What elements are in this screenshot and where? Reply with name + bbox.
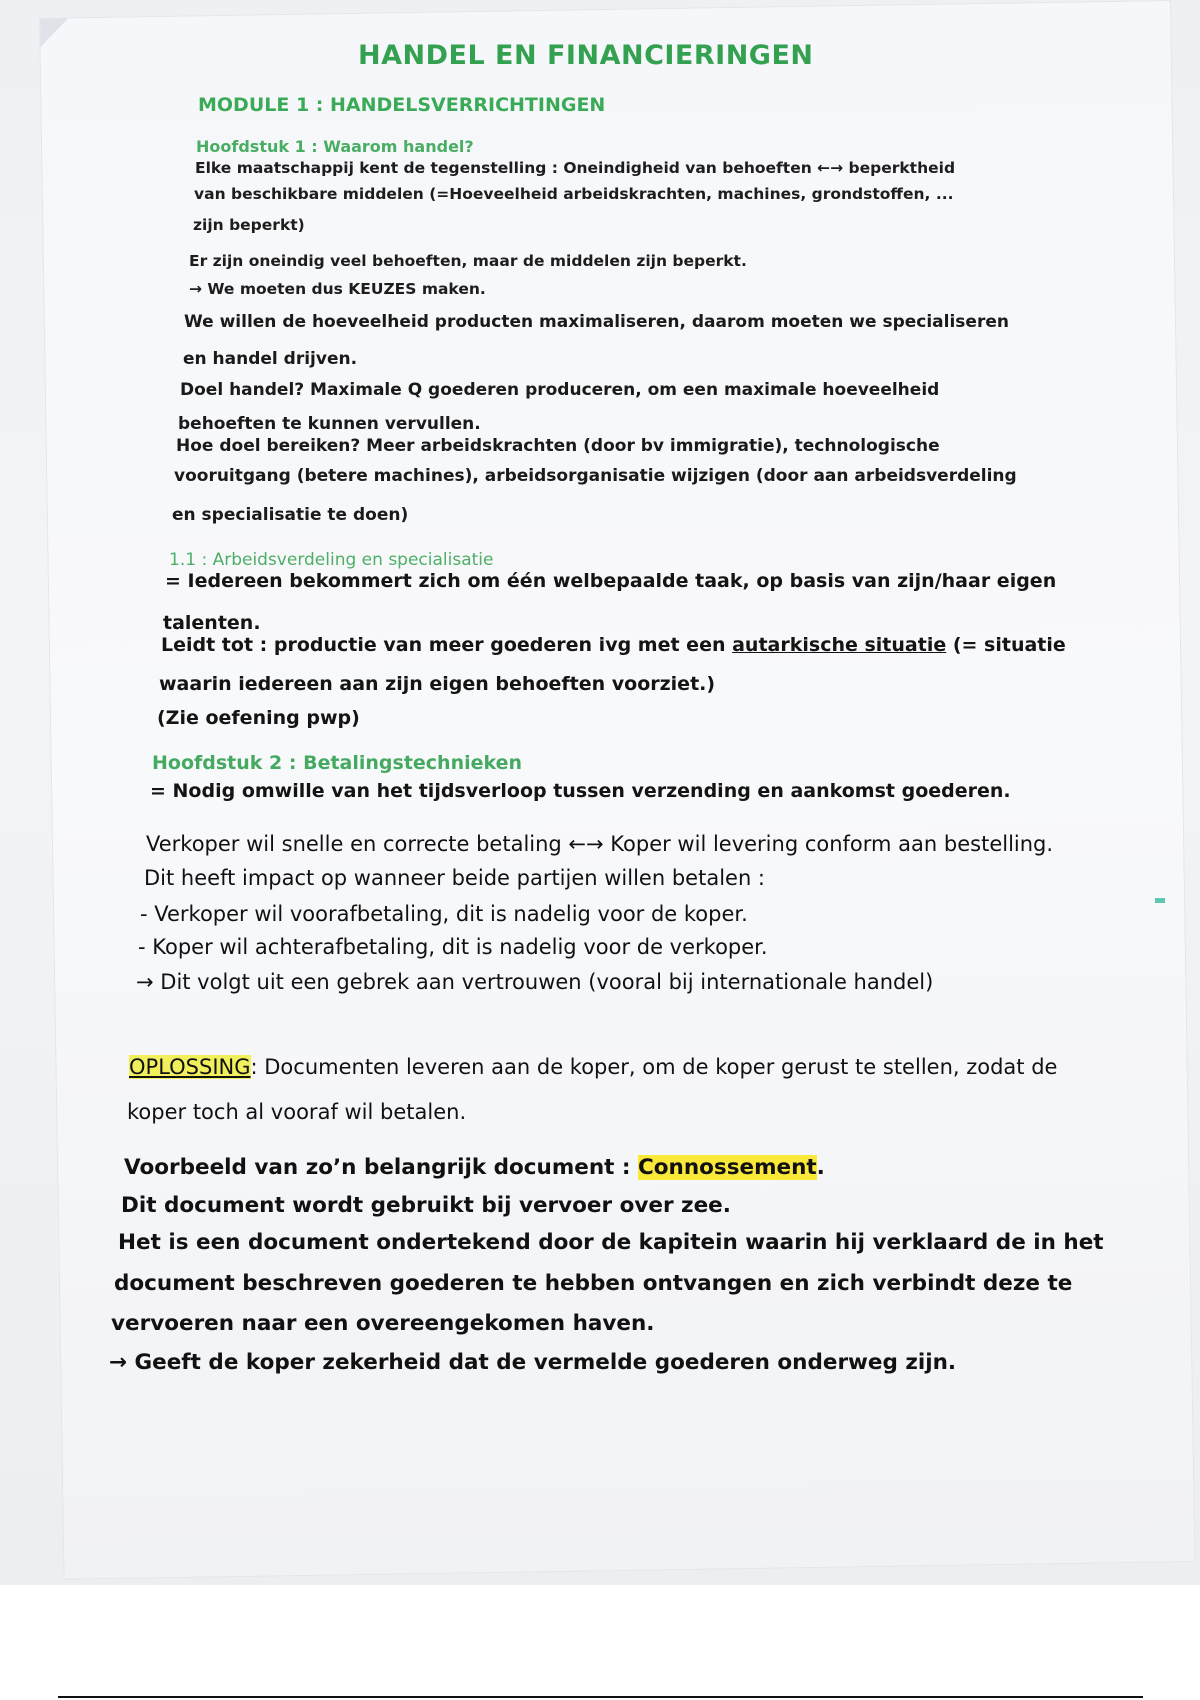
ch1-p3-line: en handel drijven. (183, 349, 358, 369)
ch1-p1-line: zijn beperkt) (193, 216, 305, 234)
ch1-p4-line: Doel handel? Maximale Q goederen produceren, om een maximale hoeveelheid (180, 380, 940, 400)
ch2-p2-line: - Verkoper wil voorafbetaling, dit is nadelig voor de koper. (140, 902, 748, 926)
example-text: . (816, 1155, 825, 1180)
ch2-p3-line: document beschreven goederen te hebben ontvangen en zich verbindt deze te (114, 1271, 1073, 1296)
ch1-p1-line: Elke maatschappij kent de tegenstelling : Oneindigheid van behoeften ←→ beperktheid (195, 159, 956, 177)
chapter-1-heading: Hoofdstuk 1 : Waarom handel? (196, 137, 474, 156)
ch1-p2-line: → We moeten dus KEUZES maken. (189, 280, 486, 298)
ch2-p3-line: → Geeft de koper zekerheid dat de vermelde goederen onderweg zijn. (109, 1350, 957, 1375)
ch1-p5-line: = Iedereen bekommert zich om één welbepaalde taak, op basis van zijn/haar eigen (165, 570, 1057, 592)
ch1-p5-text: (= situatie (946, 634, 1066, 656)
ch1-p4-line: vooruitgang (betere machines), arbeidsorganisatie wijzigen (door aan arbeidsverdeling (174, 466, 1017, 486)
edge-mark (1155, 898, 1165, 903)
page-divider (58, 1696, 1143, 1698)
solution-line: koper toch al vooraf wil betalen. (127, 1100, 467, 1124)
ch1-p5-text: Leidt tot : productie van meer goederen ivg met een (161, 634, 733, 656)
ch1-p4-line: en specialisatie te doen) (172, 505, 409, 525)
ch1-p2-line: Er zijn oneindig veel behoeften, maar de middelen zijn beperkt. (189, 252, 747, 270)
ch2-p2-line: - Koper wil achterafbetaling, dit is nadelig voor de verkoper. (138, 935, 768, 959)
ch1-p4-line: behoeften te kunnen vervullen. (178, 414, 481, 434)
ch2-p3-line: vervoeren naar een overeengekomen haven. (111, 1311, 655, 1336)
ch2-p3-line: Dit document wordt gebruikt bij vervoer over zee. (121, 1193, 731, 1218)
ch1-p5-line: talenten. (163, 612, 261, 634)
solution-text: : Documenten leveren aan de koper, om de koper gerust te stellen, zodat de (250, 1055, 1058, 1079)
ch2-p1-line: = Nodig omwille van het tijdsverloop tussen verzending en aankomst goederen. (150, 780, 1011, 802)
example-text: Voorbeeld van zo’n belangrijk document : (124, 1155, 638, 1180)
ch1-p5-line: waarin iedereen aan zijn eigen behoeften voorziet.) (159, 673, 716, 695)
solution-line (129, 1055, 1057, 1079)
module-heading: MODULE 1 : HANDELSVERRICHTINGEN (198, 94, 606, 116)
page-title: HANDEL EN FINANCIERINGEN (358, 40, 814, 71)
ch1-p4-line: Hoe doel bereiken? Meer arbeidskrachten (door bv immigratie), technologische (176, 436, 940, 456)
solution-label: OPLOSSING (129, 1055, 251, 1079)
autarkische-term: autarkische situatie (732, 634, 947, 656)
ch1-p5-line (161, 634, 1066, 656)
ch1-p3-line: We willen de hoeveelheid producten maximaliseren, daarom moeten we specialiseren (184, 312, 1009, 332)
example-line (124, 1155, 825, 1180)
ch1-p5-line: (Zie oefening pwp) (157, 707, 360, 729)
chapter-2-heading: Hoofdstuk 2 : Betalingstechnieken (152, 752, 523, 774)
ch2-p2-line: → Dit volgt uit een gebrek aan vertrouwen (vooral bij internationale handel) (136, 970, 934, 994)
ch2-p2-line: Verkoper wil snelle en correcte betaling ←→ Koper wil levering conform aan bestelling. (146, 832, 1054, 856)
section-1-1-heading: 1.1 : Arbeidsverdeling en specialisatie (169, 550, 494, 570)
ch2-p3-line: Het is een document ondertekend door de kapitein waarin hij verklaard de in het (118, 1230, 1104, 1255)
ch2-p2-line: Dit heeft impact op wanneer beide partijen willen betalen : (144, 866, 766, 890)
connossement-term: Connossement (637, 1155, 817, 1180)
ch1-p1-line: van beschikbare middelen (=Hoeveelheid arbeidskrachten, machines, grondstoffen, ... (194, 185, 954, 203)
